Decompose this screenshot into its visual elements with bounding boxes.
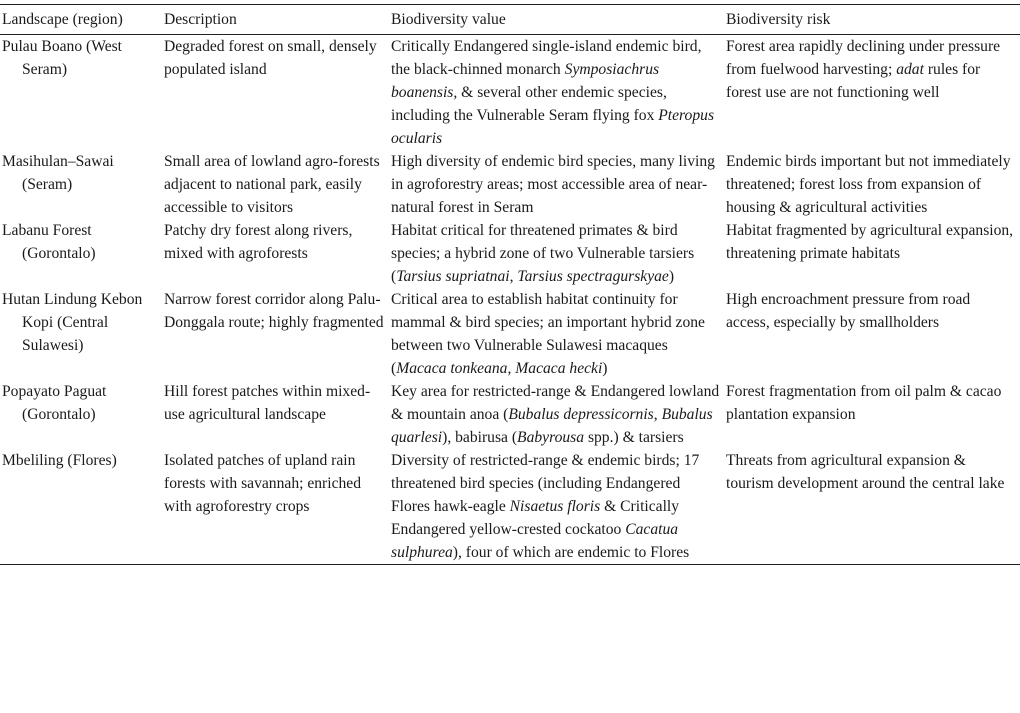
term: adat <box>896 61 924 78</box>
table-row <box>0 380 1020 449</box>
species-name: Pteropus ocularis <box>391 107 715 147</box>
value-text: & Critically Endangered yellow-crested cockatoo <box>391 498 680 538</box>
table-row <box>0 35 1020 151</box>
value-text: , <box>507 360 516 377</box>
header-landscape: Landscape (region) <box>2 11 123 28</box>
cell-description: Isolated patches of upland rain forests with savannah; enriched with agroforestry crops <box>164 452 362 515</box>
value-text: Diversity of restricted-range & endemic birds; 17 threatened bird species (including Endangered Flores hawk-eagle <box>391 452 700 515</box>
risk-text: Forest area rapidly declining under pressure from fuelwood harvesting; <box>726 38 1001 78</box>
value-text: Key area for restricted-range & Endangered lowland & mountain anoa ( <box>391 383 720 423</box>
header-risk: Biodiversity risk <box>726 11 831 28</box>
value-text: Habitat critical for threatened primates & bird species; a hybrid zone of two Vulnerable tarsiers ( <box>391 222 695 285</box>
value-text: ) <box>668 268 675 285</box>
cell-description: Small area of lowland agro-forests adjacent to national park, easily accessible to visitors <box>164 153 380 216</box>
cell-risk: High encroachment pressure from road access, especially by smallholders <box>726 291 971 331</box>
value-text: ), four of which are endemic to Flores <box>452 544 690 561</box>
species-name: Tarsius supriatnai <box>396 268 510 285</box>
species-name: Babyrousa <box>517 429 585 446</box>
cell-landscape: Masihulan–Sawai (Seram) <box>2 153 114 193</box>
species-name: Symposiachrus boanensis, <box>391 61 660 101</box>
value-text: Critical area to establish habitat continuity for mammal & bird species; an important hybrid zone between two Vulnerable Sulawesi macaques ( <box>391 291 705 377</box>
cell-value <box>389 288 724 380</box>
cell-risk: Habitat fragmented by agricultural expansion, threatening primate habitats <box>726 222 1014 262</box>
table-row <box>0 449 1020 565</box>
cell-value <box>389 35 724 151</box>
cell-landscape: Labanu Forest (Gorontalo) <box>2 222 96 262</box>
cell-description: Patchy dry forest along rivers, mixed with agroforests <box>164 222 353 262</box>
header-value: Biodiversity value <box>391 11 506 28</box>
table-row <box>0 288 1020 380</box>
cell-description: Degraded forest on small, densely populated island <box>164 38 377 78</box>
species-name: Cacatua sulphurea <box>391 521 679 561</box>
cell-landscape: Popayato Paguat (Gorontalo) <box>2 383 107 423</box>
species-name: Bubalus depressicornis <box>508 406 654 423</box>
species-name: Bubalus quarlesi <box>391 406 713 446</box>
value-text: ), babirusa ( <box>442 429 518 446</box>
cell-risk <box>724 35 1020 151</box>
value-text: spp.) & tarsiers <box>584 429 684 446</box>
cell-description: Hill forest patches within mixed-use agricultural landscape <box>164 383 371 423</box>
table-row <box>0 150 1020 219</box>
species-name: Tarsius spectragurskyae <box>517 268 669 285</box>
cell-risk: Endemic birds important but not immediately threatened; forest loss from expansion of housing & agricultural activities <box>726 153 1011 216</box>
header-description: Description <box>164 11 237 28</box>
cell-value <box>389 219 724 288</box>
species-name: Nisaetus floris <box>509 498 601 515</box>
cell-risk: Forest fragmentation from oil palm & cacao plantation expansion <box>726 383 1002 423</box>
biodiversity-table <box>0 4 1020 565</box>
cell-description: Narrow forest corridor along Palu-Donggala route; highly fragmented <box>164 291 384 331</box>
cell-landscape: Pulau Boano (West Seram) <box>2 38 123 78</box>
species-name: Macaca hecki <box>515 360 603 377</box>
table-row <box>0 219 1020 288</box>
value-text: , <box>653 406 662 423</box>
value-text: ) <box>602 360 608 377</box>
value-text: , <box>509 268 518 285</box>
value-text: Critically Endangered single-island endemic bird, the black-chinned monarch <box>391 38 702 78</box>
cell-value: High diversity of endemic bird species, many living in agroforestry areas; most accessible area of near-natural forest in Seram <box>391 153 715 216</box>
cell-risk: Threats from agricultural expansion & tourism development around the central lake <box>726 452 1005 492</box>
species-name: Macaca tonkeana <box>396 360 508 377</box>
value-text: & several other endemic species, including the Vulnerable Seram flying fox <box>391 84 667 124</box>
cell-value <box>389 449 724 565</box>
cell-value <box>389 380 724 449</box>
header-row <box>0 5 1020 35</box>
cell-landscape: Mbeliling (Flores) <box>2 452 117 469</box>
cell-landscape: Hutan Lindung Kebon Kopi (Central Sulawesi) <box>2 291 143 354</box>
risk-text: rules for forest use are not functioning well <box>726 61 981 101</box>
